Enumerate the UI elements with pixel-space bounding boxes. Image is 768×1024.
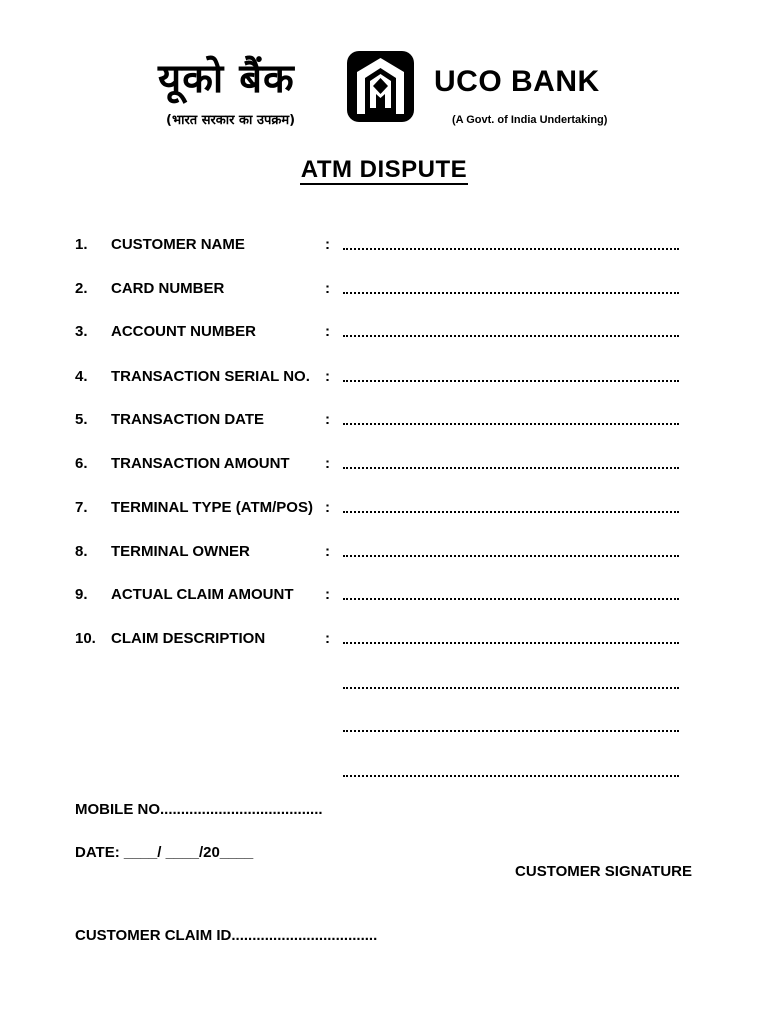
field-actual-claim-amount [0, 583, 768, 607]
claim-description-continuation [0, 715, 768, 739]
field-transaction-date [0, 408, 768, 432]
field-label: TRANSACTION DATE [111, 411, 265, 428]
field-number: 3. [75, 323, 88, 340]
fill-in-line[interactable] [343, 730, 679, 732]
field-number: 6. [75, 455, 88, 472]
field-number: 1. [75, 236, 88, 253]
field-colon: : [325, 323, 330, 340]
bank-subtitle-hindi: (भारत सरकार का उपक्रम) [166, 113, 296, 128]
uco-bank-logo-icon [344, 48, 417, 125]
fill-in-line[interactable] [343, 380, 679, 382]
field-number: 10. [75, 630, 96, 647]
fill-in-line[interactable] [343, 598, 679, 600]
field-account-number [0, 320, 768, 344]
field-colon: : [325, 630, 330, 647]
field-number: 7. [75, 499, 88, 516]
field-card-number [0, 277, 768, 301]
field-colon: : [325, 586, 330, 603]
field-customer-name [0, 233, 768, 257]
field-claim-description [0, 627, 768, 651]
field-colon: : [325, 368, 330, 385]
field-number: 4. [75, 368, 88, 385]
bank-name-hindi: यूको बैंक [158, 56, 295, 102]
mobile-number-field[interactable]: MOBILE NO....................................... [75, 801, 323, 818]
fill-in-line[interactable] [343, 775, 679, 777]
fill-in-line[interactable] [343, 292, 679, 294]
field-label: ACCOUNT NUMBER [111, 323, 256, 340]
field-number: 2. [75, 280, 88, 297]
fill-in-line[interactable] [343, 687, 679, 689]
fill-in-line[interactable] [343, 467, 679, 469]
field-colon: : [325, 236, 330, 253]
field-colon: : [325, 499, 330, 516]
fill-in-line[interactable] [343, 555, 679, 557]
fill-in-line[interactable] [343, 423, 679, 425]
form-title-text: ATM DISPUTE [300, 156, 468, 183]
field-colon: : [325, 280, 330, 297]
field-transaction-serial-no [0, 365, 768, 389]
field-number: 8. [75, 543, 88, 560]
claim-description-continuation [0, 672, 768, 696]
field-colon: : [325, 411, 330, 428]
fill-in-line[interactable] [343, 642, 679, 644]
field-label: ACTUAL CLAIM AMOUNT [111, 586, 294, 603]
field-label: TERMINAL TYPE (ATM/POS) [111, 499, 313, 516]
field-label: CLAIM DESCRIPTION [111, 630, 266, 647]
field-terminal-type [0, 496, 768, 520]
claim-description-continuation [0, 760, 768, 784]
date-field[interactable]: DATE: ____/ ____/20____ [75, 844, 254, 861]
bank-subtitle-english: (A Govt. of India Undertaking) [452, 114, 608, 126]
fill-in-line[interactable] [343, 511, 679, 513]
field-colon: : [325, 455, 330, 472]
bank-name-english: UCO BANK [434, 65, 600, 98]
field-number: 5. [75, 411, 88, 428]
field-label: TERMINAL OWNER [111, 543, 250, 560]
customer-signature-label: CUSTOMER SIGNATURE [515, 863, 692, 880]
field-colon: : [325, 543, 330, 560]
field-label: TRANSACTION SERIAL NO. [111, 368, 310, 385]
letterhead [0, 0, 768, 140]
field-terminal-owner [0, 540, 768, 564]
customer-claim-id-field[interactable]: CUSTOMER CLAIM ID................................... [75, 927, 378, 944]
field-label: TRANSACTION AMOUNT [111, 455, 290, 472]
form-title [0, 155, 768, 185]
fill-in-line[interactable] [343, 248, 679, 250]
field-transaction-amount [0, 452, 768, 476]
fill-in-line[interactable] [343, 335, 679, 337]
field-number: 9. [75, 586, 88, 603]
field-label: CARD NUMBER [111, 280, 225, 297]
field-label: CUSTOMER NAME [111, 236, 245, 253]
